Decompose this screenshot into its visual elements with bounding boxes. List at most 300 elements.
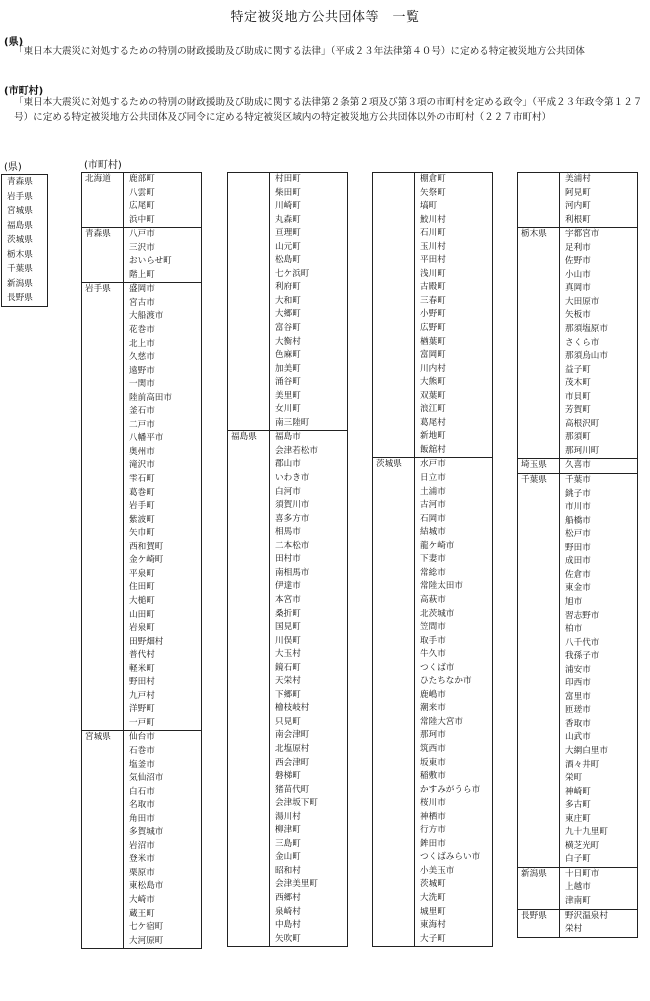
- prefecture-cell: [373, 417, 415, 431]
- municipality-cell: 柳津町: [270, 824, 348, 838]
- municipality-cell: 鉾田市: [415, 838, 493, 852]
- municipality-cell: 習志野市: [560, 610, 638, 624]
- municipality-cell: 柏市: [560, 623, 638, 637]
- municipality-cell: 中島村: [270, 919, 348, 933]
- table-row: [373, 675, 493, 689]
- municipality-cell: つくばみらい市: [415, 851, 493, 865]
- table-row: [82, 554, 202, 568]
- municipality-cell: 多古町: [560, 799, 638, 813]
- municipality-cell: 大玉村: [270, 648, 348, 662]
- municipality-cell: 阿見町: [560, 187, 638, 201]
- municipality-cell: 稲敷市: [415, 770, 493, 784]
- table-row: [228, 214, 348, 228]
- table-row: [82, 786, 202, 800]
- table-row: [518, 323, 638, 337]
- table-row: [518, 923, 638, 937]
- table-row: [82, 867, 202, 881]
- table-row: [373, 281, 493, 295]
- prefecture-cell: [518, 582, 560, 596]
- prefecture-cell: [82, 595, 124, 609]
- municipality-cell: 桑折町: [270, 608, 348, 622]
- municipality-cell: 天栄村: [270, 675, 348, 689]
- prefecture-cell: 北海道: [82, 173, 124, 187]
- municipality-cell: 八幡平市: [124, 432, 202, 446]
- table-row: [82, 269, 202, 283]
- prefecture-cell: [518, 664, 560, 678]
- prefecture-cell: [82, 867, 124, 881]
- municipality-cell: 八千代市: [560, 637, 638, 651]
- prefecture-cell: [373, 241, 415, 255]
- table-row: [518, 555, 638, 569]
- prefecture-item: 栃木県: [7, 249, 33, 260]
- table-row: [82, 527, 202, 541]
- table-row: [373, 486, 493, 500]
- municipality-cell: 横芝光町: [560, 840, 638, 854]
- municipality-cell: 一関市: [124, 378, 202, 392]
- municipality-cell: 坂東市: [415, 757, 493, 771]
- prefecture-cell: [373, 824, 415, 838]
- prefecture-cell: 千葉県: [518, 474, 560, 488]
- prefecture-cell: [518, 623, 560, 637]
- municipality-cell: 松島町: [270, 254, 348, 268]
- prefecture-cell: [518, 242, 560, 256]
- prefecture-cell: [228, 200, 270, 214]
- table-row: [228, 241, 348, 255]
- prefecture-cell: [373, 933, 415, 947]
- municipality-cell: 色麻町: [270, 349, 348, 363]
- municipality-cell: 葛尾村: [415, 417, 493, 431]
- prefecture-cell: [228, 363, 270, 377]
- prefecture-cell: [518, 391, 560, 405]
- municipality-cell: 佐倉市: [560, 569, 638, 583]
- table-row: [518, 881, 638, 895]
- municipality-cell: 会津美里町: [270, 878, 348, 892]
- table-row: [82, 338, 202, 352]
- prefecture-cell: [228, 417, 270, 431]
- prefecture-item: 福島県: [7, 220, 33, 231]
- municipality-cell: 笠間市: [415, 621, 493, 635]
- table-row: [518, 718, 638, 732]
- table-row: [228, 376, 348, 390]
- prefecture-cell: [82, 908, 124, 922]
- prefecture-cell: [228, 322, 270, 336]
- table-row: [518, 269, 638, 283]
- table-row: [82, 378, 202, 392]
- municipality-cell: 宮古市: [124, 297, 202, 311]
- prefecture-cell: 青森県: [82, 228, 124, 242]
- table-row: [228, 513, 348, 527]
- prefecture-cell: [373, 743, 415, 757]
- table-row: [518, 691, 638, 705]
- table-row: [518, 786, 638, 800]
- prefecture-cell: [228, 608, 270, 622]
- prefecture-cell: [518, 923, 560, 937]
- municipality-cell: 会津若松市: [270, 445, 348, 459]
- prefecture-cell: [373, 214, 415, 228]
- municipality-cell: 津南町: [560, 895, 638, 909]
- municipality-cell: 南会津町: [270, 729, 348, 743]
- prefecture-cell: [228, 757, 270, 771]
- municipality-cell: 土浦市: [415, 486, 493, 500]
- prefecture-cell: [228, 743, 270, 757]
- municipality-cell: 我孫子市: [560, 650, 638, 664]
- table-row: [373, 553, 493, 567]
- table-row: [228, 349, 348, 363]
- prefecture-cell: [373, 906, 415, 920]
- prefecture-cell: [228, 580, 270, 594]
- prefecture-cell: [518, 813, 560, 827]
- prefecture-cell: [518, 501, 560, 515]
- table-row: [518, 377, 638, 391]
- table-row: [518, 242, 638, 256]
- prefecture-item: 茨城県: [7, 235, 33, 245]
- prefecture-cell: [373, 336, 415, 350]
- section-muni-heading: (市町村): [4, 86, 44, 97]
- table-row: [82, 636, 202, 650]
- prefecture-cell: [373, 363, 415, 377]
- prefecture-cell: [518, 596, 560, 610]
- municipality-cell: 松戸市: [560, 528, 638, 542]
- prefecture-cell: [228, 689, 270, 703]
- prefecture-cell: [228, 526, 270, 540]
- table-row: [373, 403, 493, 417]
- table-row: [373, 349, 493, 363]
- prefecture-cell: [373, 648, 415, 662]
- table-row: [518, 282, 638, 296]
- municipality-cell: いわき市: [270, 472, 348, 486]
- table-row: [373, 838, 493, 852]
- table-row: [82, 242, 202, 256]
- municipality-cell: 匝瑳市: [560, 704, 638, 718]
- prefecture-cell: [82, 487, 124, 501]
- prefecture-cell: [373, 499, 415, 513]
- table-row: [518, 337, 638, 351]
- municipality-cell: 益子町: [560, 364, 638, 378]
- table-row: [518, 296, 638, 310]
- table-row: [228, 403, 348, 417]
- municipality-cell: 山田町: [124, 609, 202, 623]
- prefecture-cell: [373, 838, 415, 852]
- municipality-cell: 葛巻町: [124, 487, 202, 501]
- table-row: [518, 610, 638, 624]
- table-row: [228, 757, 348, 771]
- prefecture-cell: [373, 865, 415, 879]
- prefecture-cell: [228, 702, 270, 716]
- municipality-cell: 南三陸町: [270, 417, 348, 431]
- table-row: [373, 743, 493, 757]
- prefecture-cell: [228, 187, 270, 201]
- prefecture-cell: 茨城県: [373, 458, 415, 472]
- prefecture-cell: [373, 797, 415, 811]
- table-row: [228, 878, 348, 892]
- municipality-cell: 高根沢町: [560, 418, 638, 432]
- municipality-cell: 野田市: [560, 542, 638, 556]
- table-row: [82, 595, 202, 609]
- prefecture-cell: [82, 255, 124, 269]
- municipality-cell: 大郷町: [270, 308, 348, 322]
- prefecture-cell: [518, 895, 560, 909]
- prefecture-cell: [82, 676, 124, 690]
- prefecture-cell: [228, 919, 270, 933]
- municipality-cell: 酒々井町: [560, 759, 638, 773]
- municipality-cell: 石岡市: [415, 513, 493, 527]
- municipality-cell: 佐野市: [560, 255, 638, 269]
- prefecture-cell: [228, 227, 270, 241]
- table-row: [518, 664, 638, 678]
- municipality-cell: 猪苗代町: [270, 784, 348, 798]
- municipality-cell: 大船渡市: [124, 310, 202, 324]
- table-row: [518, 677, 638, 691]
- municipality-cell: 小野町: [415, 308, 493, 322]
- table-row: [373, 892, 493, 906]
- prefecture-cell: [82, 338, 124, 352]
- table-row: [373, 608, 493, 622]
- table-row: [373, 865, 493, 879]
- municipality-cell: 山元町: [270, 241, 348, 255]
- table-row: [518, 459, 638, 474]
- municipality-cell: さくら市: [560, 337, 638, 351]
- prefecture-cell: [228, 241, 270, 255]
- prefecture-item: 長野県: [7, 293, 33, 303]
- page-title: 特定被災地方公共団体等 一覧: [230, 10, 420, 25]
- municipality-cell: 高萩市: [415, 594, 493, 608]
- table-row: [228, 472, 348, 486]
- municipality-cell: 川内村: [415, 363, 493, 377]
- municipality-cell: 矢巾町: [124, 527, 202, 541]
- municipality-cell: 塩釜市: [124, 759, 202, 773]
- prefecture-cell: [228, 390, 270, 404]
- prefecture-list: [1, 174, 48, 307]
- table-row: [228, 526, 348, 540]
- municipality-cell: 真岡市: [560, 282, 638, 296]
- municipality-cell: 鹿部町: [124, 173, 202, 187]
- municipality-cell: 仙台市: [124, 731, 202, 745]
- table-row: [228, 743, 348, 757]
- table-row: [228, 608, 348, 622]
- municipality-cell: 会津坂下町: [270, 797, 348, 811]
- table-row: [82, 894, 202, 908]
- table-row: [82, 759, 202, 773]
- municipality-cell: 南相馬市: [270, 567, 348, 581]
- prefecture-cell: [228, 648, 270, 662]
- table-row: [518, 474, 638, 488]
- municipality-cell: 鹿嶋市: [415, 689, 493, 703]
- municipality-cell: 白河市: [270, 486, 348, 500]
- prefecture-cell: [518, 637, 560, 651]
- municipality-cell: 那須町: [560, 431, 638, 445]
- municipality-cell: 石川町: [415, 227, 493, 241]
- prefecture-cell: [518, 214, 560, 228]
- table-row: [518, 759, 638, 773]
- table-row: [228, 187, 348, 201]
- prefecture-cell: [82, 690, 124, 704]
- table-row: [373, 268, 493, 282]
- prefecture-cell: [518, 691, 560, 705]
- table-row: [518, 187, 638, 201]
- table-row: [518, 799, 638, 813]
- table-row: [518, 542, 638, 556]
- municipality-cell: 千葉市: [560, 474, 638, 488]
- prefecture-cell: [82, 514, 124, 528]
- municipality-cell: 白石市: [124, 786, 202, 800]
- table-row: [228, 594, 348, 608]
- municipality-cell: 城里町: [415, 906, 493, 920]
- prefecture-cell: [228, 268, 270, 282]
- table-row: [373, 227, 493, 241]
- table-row: [518, 528, 638, 542]
- prefecture-cell: [373, 811, 415, 825]
- prefecture-cell: [82, 242, 124, 256]
- table-row: [82, 541, 202, 555]
- prefecture-cell: [518, 337, 560, 351]
- table-row: [373, 214, 493, 228]
- municipality-cell: 釜石市: [124, 405, 202, 419]
- municipality-cell: 国見町: [270, 621, 348, 635]
- prefecture-cell: [82, 853, 124, 867]
- municipality-cell: 大和町: [270, 295, 348, 309]
- prefecture-cell: [373, 430, 415, 444]
- municipality-cell: 岩手町: [124, 500, 202, 514]
- table-row: [518, 867, 638, 881]
- municipality-cell: 栄町: [560, 772, 638, 786]
- prefecture-cell: 長野県: [518, 909, 560, 923]
- table-row: [82, 840, 202, 854]
- municipality-cell: 船橋市: [560, 515, 638, 529]
- municipality-cell: 利根町: [560, 214, 638, 228]
- municipality-cell: 二本松市: [270, 540, 348, 554]
- table-row: [373, 702, 493, 716]
- prefecture-cell: [373, 594, 415, 608]
- prefecture-cell: 栃木県: [518, 228, 560, 242]
- table-row: [373, 187, 493, 201]
- table-row: [228, 567, 348, 581]
- municipality-cell: 浪江町: [415, 403, 493, 417]
- table-row: [518, 731, 638, 745]
- municipality-cell: 浦安市: [560, 664, 638, 678]
- table-row: [82, 908, 202, 922]
- prefecture-cell: [228, 403, 270, 417]
- prefecture-cell: [82, 772, 124, 786]
- table-row: [82, 283, 202, 297]
- prefecture-cell: [82, 622, 124, 636]
- prefecture-cell: [82, 717, 124, 731]
- municipality-cell: 川崎町: [270, 200, 348, 214]
- prefecture-cell: [518, 528, 560, 542]
- municipality-cell: 古殿町: [415, 281, 493, 295]
- prefecture-cell: [518, 282, 560, 296]
- prefecture-cell: [518, 745, 560, 759]
- table-row: [228, 227, 348, 241]
- municipality-cell: 九戸村: [124, 690, 202, 704]
- prefecture-cell: [373, 757, 415, 771]
- table-row: [82, 255, 202, 269]
- prefecture-cell: [228, 540, 270, 554]
- prefecture-cell: [228, 472, 270, 486]
- prefecture-cell: [518, 255, 560, 269]
- municipality-cell: 栗原市: [124, 867, 202, 881]
- table-row: [373, 499, 493, 513]
- municipality-cell: 金山町: [270, 851, 348, 865]
- prefecture-cell: [373, 892, 415, 906]
- municipality-cell: 桜川市: [415, 797, 493, 811]
- prefecture-cell: [228, 635, 270, 649]
- table-row: [82, 772, 202, 786]
- table-row: [82, 473, 202, 487]
- table-row: [82, 324, 202, 338]
- table-row: [518, 895, 638, 909]
- prefecture-cell: [373, 513, 415, 527]
- table-row: [373, 363, 493, 377]
- table-row: [228, 662, 348, 676]
- municipality-cell: 茨城町: [415, 878, 493, 892]
- prefecture-cell: [82, 921, 124, 935]
- prefecture-cell: [518, 200, 560, 214]
- municipality-cell: 広尾町: [124, 200, 202, 214]
- prefecture-cell: [373, 268, 415, 282]
- prefecture-item: 新潟県: [7, 278, 33, 289]
- municipality-cell: 楢葉町: [415, 336, 493, 350]
- prefecture-cell: [228, 254, 270, 268]
- muni-list-label: (市町村): [84, 160, 122, 171]
- table-row: [373, 716, 493, 730]
- municipality-cell: 宇都宮市: [560, 228, 638, 242]
- municipality-cell: 東金市: [560, 582, 638, 596]
- municipality-table-4: [517, 172, 638, 938]
- table-row: [228, 553, 348, 567]
- municipality-cell: 棚倉町: [415, 173, 493, 187]
- municipality-cell: 常陸大宮市: [415, 716, 493, 730]
- table-row: [373, 513, 493, 527]
- prefecture-cell: [228, 567, 270, 581]
- table-row: [82, 487, 202, 501]
- prefecture-cell: [82, 365, 124, 379]
- table-row: [518, 445, 638, 459]
- table-row: [518, 309, 638, 323]
- table-row: [373, 567, 493, 581]
- table-row: [518, 826, 638, 840]
- table-row: [228, 254, 348, 268]
- table-row: [228, 540, 348, 554]
- table-row: [373, 295, 493, 309]
- municipality-cell: 郡山市: [270, 458, 348, 472]
- municipality-cell: 田野畑村: [124, 636, 202, 650]
- prefecture-cell: [82, 527, 124, 541]
- table-row: [373, 173, 493, 187]
- table-row: [518, 488, 638, 502]
- municipality-cell: 本宮市: [270, 594, 348, 608]
- table-row: [82, 731, 202, 745]
- table-row: [82, 392, 202, 406]
- prefecture-cell: [82, 636, 124, 650]
- table-row: [228, 621, 348, 635]
- municipality-cell: 軽米町: [124, 663, 202, 677]
- table-row: [518, 404, 638, 418]
- prefecture-cell: [82, 297, 124, 311]
- table-row: [518, 200, 638, 214]
- table-row: [228, 933, 348, 947]
- municipality-cell: 下郷町: [270, 689, 348, 703]
- prefecture-cell: [518, 799, 560, 813]
- prefecture-cell: [82, 880, 124, 894]
- prefecture-cell: [82, 840, 124, 854]
- municipality-cell: 岩泉町: [124, 622, 202, 636]
- table-row: [82, 745, 202, 759]
- municipality-cell: 水戸市: [415, 458, 493, 472]
- prefecture-cell: [82, 745, 124, 759]
- municipality-cell: 湯川村: [270, 811, 348, 825]
- prefecture-cell: [518, 677, 560, 691]
- prefecture-cell: [228, 811, 270, 825]
